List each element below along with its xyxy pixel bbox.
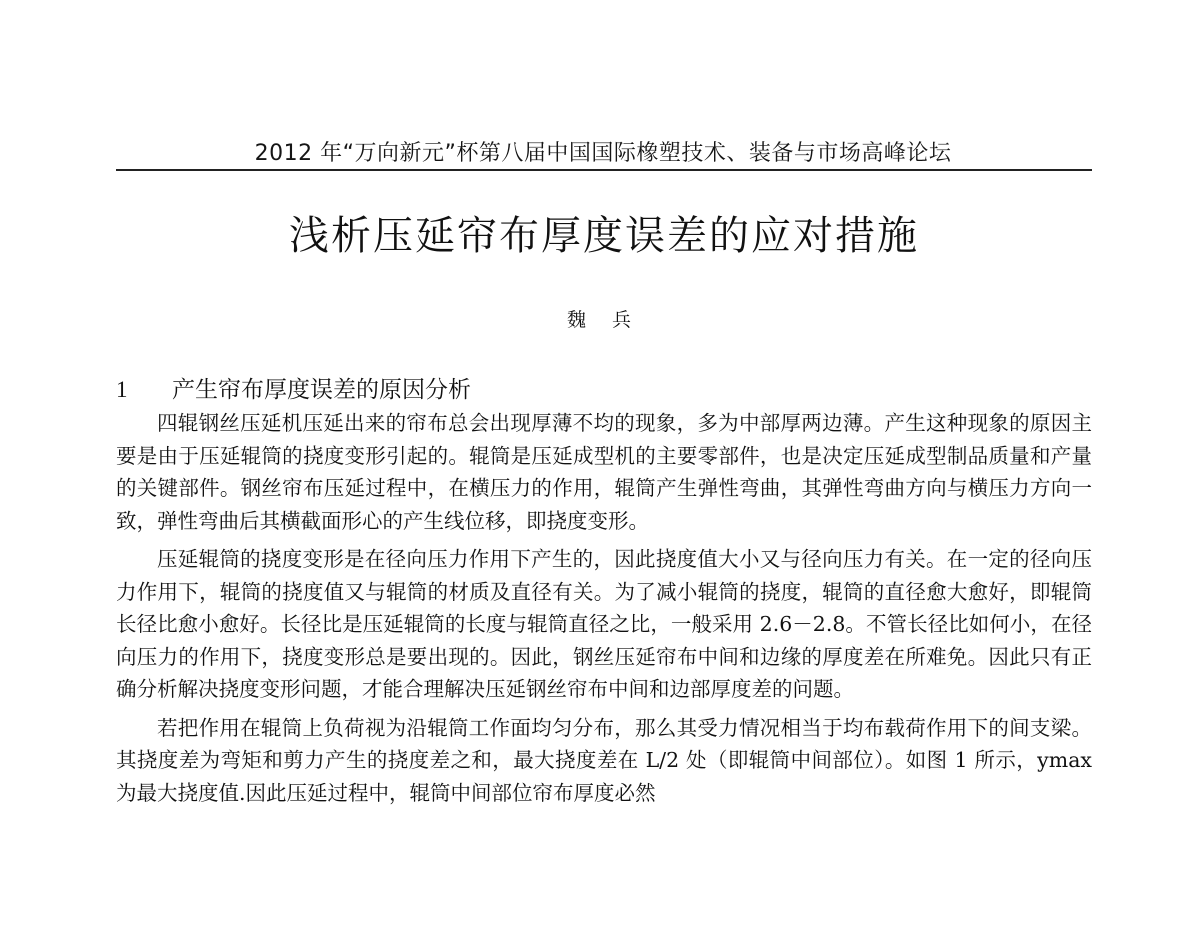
section-number: 1 <box>116 377 128 402</box>
section-title: 产生帘布厚度误差的原因分析 <box>172 377 471 403</box>
paragraph: 若把作用在辊筒上负荷视为沿辊筒工作面均匀分布，那么其受力情况相当于均布载荷作用下的间支梁。其挠度差为弯矩和剪力产生的挠度差之和，最大挠度差在 L/2 处（即辊筒中间部位）。如图 1 所示，ymax 为最大挠度值.因此压延过程中，辊筒中间部位帘布厚度必然 <box>116 715 1092 805</box>
header-rule <box>116 169 1092 171</box>
paper-title: 浅析压延帘布厚度误差的应对措施 <box>289 213 919 259</box>
body-text <box>116 407 1092 815</box>
author-name: 魏 兵 <box>566 309 642 331</box>
paragraph: 压延辊筒的挠度变形是在径向压力作用下产生的，因此挠度值大小又与径向压力有关。在一定的径向压力作用下，辊筒的挠度值又与辊筒的材质及直径有关。为了减小辊筒的挠度，辊筒的直径愈大愈好，即辊筒长径比愈小愈好。长径比是压延辊筒的长度与辊筒直径之比，一般采用 2.6－2.8。不管长径比如何小，在径向压力的作用下，挠度变形总是要出现的。因此，钢丝压延帘布中间和边缘的厚度差在所难免。因此只有正确分析解决挠度变形问题，才能合理解决压延钢丝帘布中间和边部厚度差的问题。 <box>116 547 1092 701</box>
conference-header: 2012 年“万向新元”杯第八届中国国际橡塑技术、装备与市场高峰论坛 <box>254 141 952 166</box>
section-heading <box>116 371 1092 404</box>
paragraph: 四辊钢丝压延机压延出来的帘布总会出现厚薄不均的现象，多为中部厚两边薄。产生这种现象的原因主要是由于压延辊筒的挠度变形引起的。辊筒是压延成型机的主要零部件，也是决定压延成型制品质量和产量的关键部件。钢丝帘布压延过程中，在横压力的作用，辊筒产生弹性弯曲，其弹性弯曲方向与横压力方向一致，弹性弯曲后其横截面形心的产生线位移，即挠度变形。 <box>116 411 1092 533</box>
